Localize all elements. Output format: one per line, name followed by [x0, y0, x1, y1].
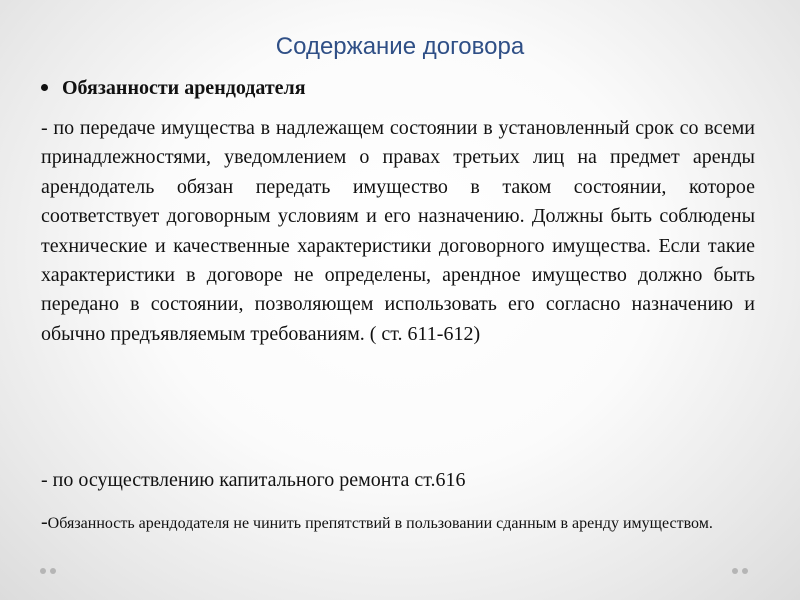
bullet-heading	[41, 73, 761, 103]
paragraph-dash: -	[41, 511, 48, 533]
decor-dot-icon	[40, 568, 46, 574]
bullet-icon	[41, 84, 48, 91]
decor-dots-left	[40, 568, 60, 578]
paragraph-transfer-duty: - по передаче имущества в надлежащем состоянии в установленный срок со всеми принадлежностями, уведомлением о правах третьих лиц на предмет аренды арендодатель обязан передать имущество в таком состоянии, которое соответствует договорным условиям и его назначению. Должны быть соблюдены технические и качественные характеристики договорного имущества. Если такие характеристики в договоре не определены, арендное имущество должно быть передано в состоянии, позволяющем использовать его согласно назначению и обычно предъявляемым требованиям. ( ст. 611-612)	[41, 117, 755, 345]
decor-dot-icon	[50, 568, 56, 574]
decor-dot-icon	[742, 568, 748, 574]
bullet-heading-text: Обязанности арендодателя	[62, 77, 306, 99]
decor-dots-right	[732, 568, 752, 578]
paragraph-no-obstruction-text: Обязанность арендодателя не чинить препятствий в пользовании сданным в аренду имуществом.	[47, 515, 713, 532]
slide-title: Содержание договора	[275, 33, 525, 60]
paragraph-repair-duty: - по осуществлению капитального ремонта ст.616	[41, 469, 466, 491]
paragraph-no-obstruction	[41, 507, 755, 539]
decor-dot-icon	[732, 568, 738, 574]
